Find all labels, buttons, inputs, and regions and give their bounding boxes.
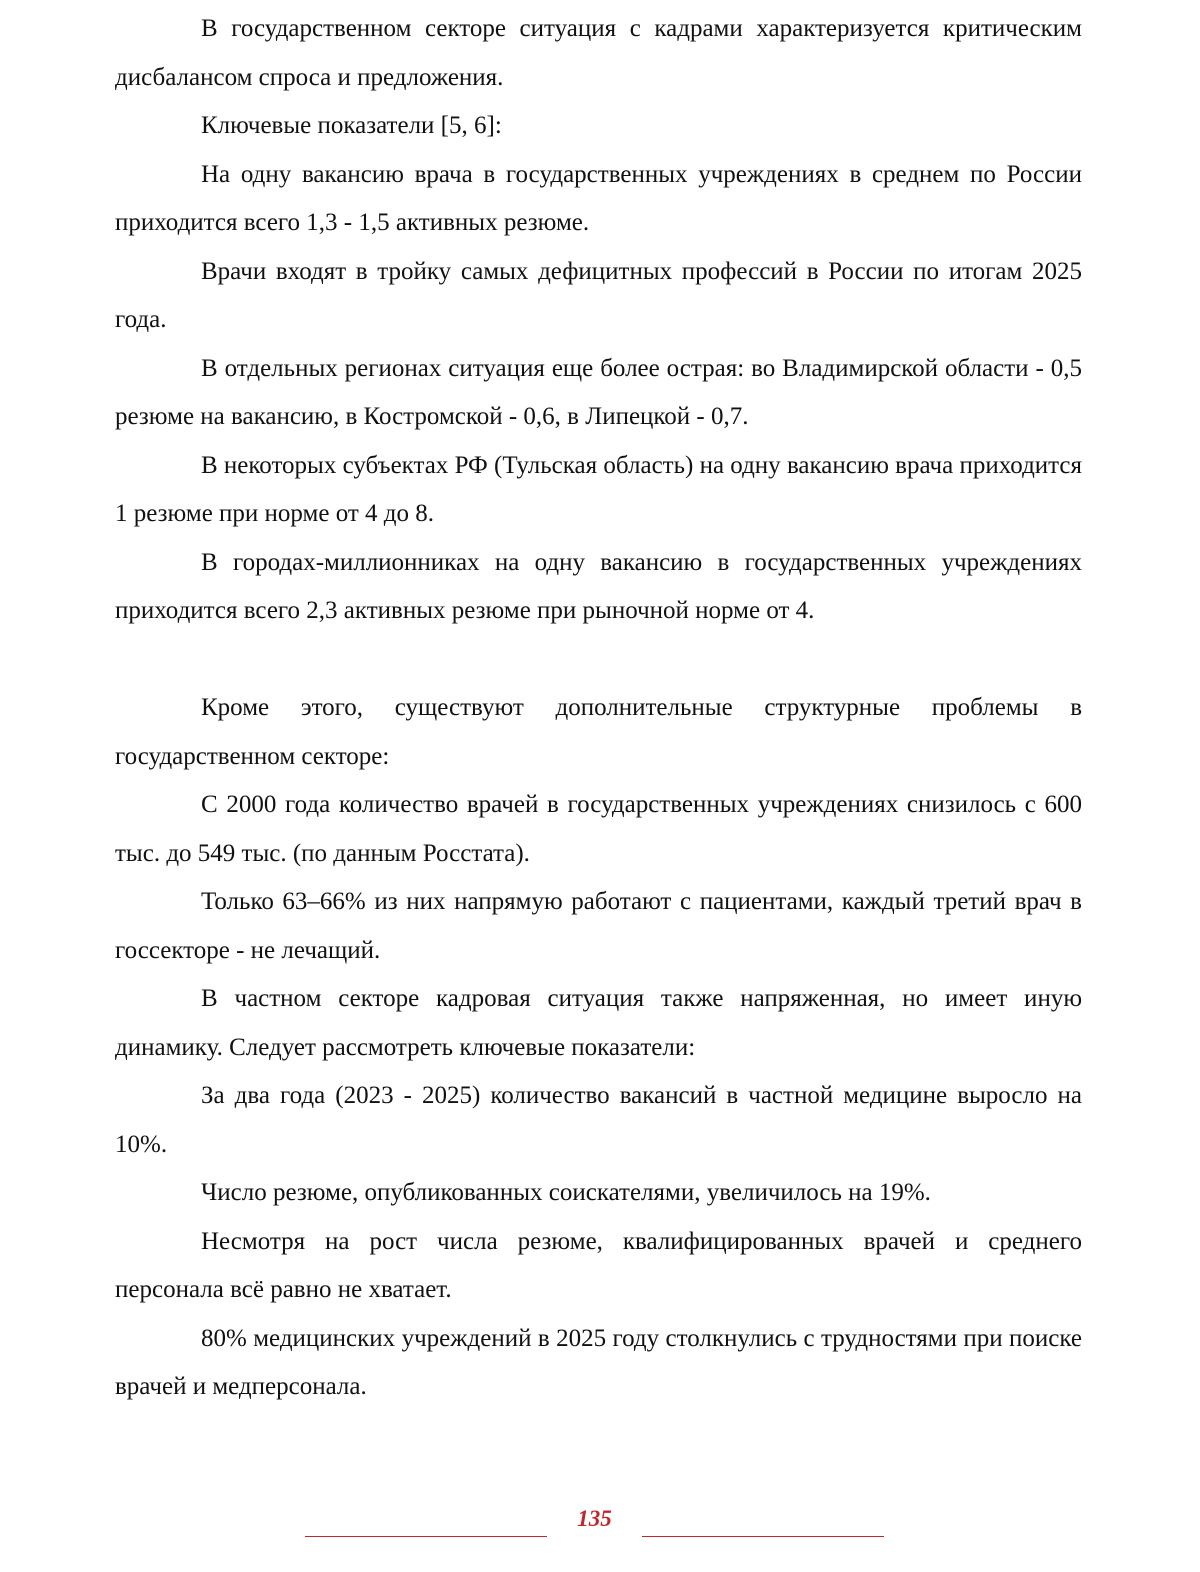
paragraph-deficit-professions: Врачи входят в тройку самых дефицитных профессий в России по итогам 2025 года. [115,257,1082,333]
paragraph-private-sector-intro: В частном секторе кадровая ситуация также напряженная, но имеет иную динамику. Следует рассмотреть ключевые показатели: [115,985,1082,1061]
footer-rule-right [642,1536,884,1537]
paragraph-doctor-count-decline: С 2000 года количество врачей в государственных учреждениях снизилось с 600 тыс. до 549 тыс. (по данным Росстата). [115,791,1082,867]
paragraph-private-vacancies-growth: За два года (2023 - 2025) количество вакансий в частной медицине выросло на 10%. [115,1082,1082,1158]
page-number: 135 [577,1506,612,1531]
paragraph-tula-region: В некоторых субъектах РФ (Тульская область) на одну вакансию врача приходится 1 резюме при норме от 4 до 8. [115,451,1082,527]
paragraph-resume-growth: Число резюме, опубликованных соискателями, увеличилось на 19%. [201,1179,931,1206]
paragraph-structural-problems: Кроме этого, существуют дополнительные структурные проблемы в государственном секторе: [115,694,1082,770]
paragraph-practicing-share: Только 63–66% из них напрямую работают с пациентами, каждый третий врач в госсекторе - не лечащий. [115,888,1082,964]
paragraph-hiring-difficulties: 80% медицинских учреждений в 2025 году столкнулись с трудностями при поиске врачей и медперсонала. [115,1324,1082,1400]
document-body [115,5,1082,1412]
paragraph-public-sector-intro: В государственном секторе ситуация с кадрами характеризуется критическим дисбалансом спроса и предложения. [115,15,1082,91]
paragraph-key-indicators-heading: Ключевые показатели [5, 6]: [201,112,502,139]
footer-rule-left [305,1536,547,1537]
paragraph-qualified-shortage: Несмотря на рост числа резюме, квалифицированных врачей и среднего персонала всё равно не хватает. [115,1227,1082,1303]
paragraph-spacer [115,636,1082,685]
paragraph-resumes-per-vacancy: На одну вакансию врача в государственных учреждениях в среднем по России приходится всего 1,3 - 1,5 активных резюме. [115,160,1082,236]
page-footer [0,1498,1200,1548]
paragraph-regional-situation: В отдельных регионах ситуация еще более острая: во Владимирской области - 0,5 резюме на вакансию, в Костромской - 0,6, в Липецкой - 0,7. [115,354,1082,430]
paragraph-million-cities: В городах-миллионниках на одну вакансию в государственных учреждениях приходится всего 2,3 активных резюме при рыночной норме от 4. [115,548,1082,624]
document-page [115,0,1082,1572]
